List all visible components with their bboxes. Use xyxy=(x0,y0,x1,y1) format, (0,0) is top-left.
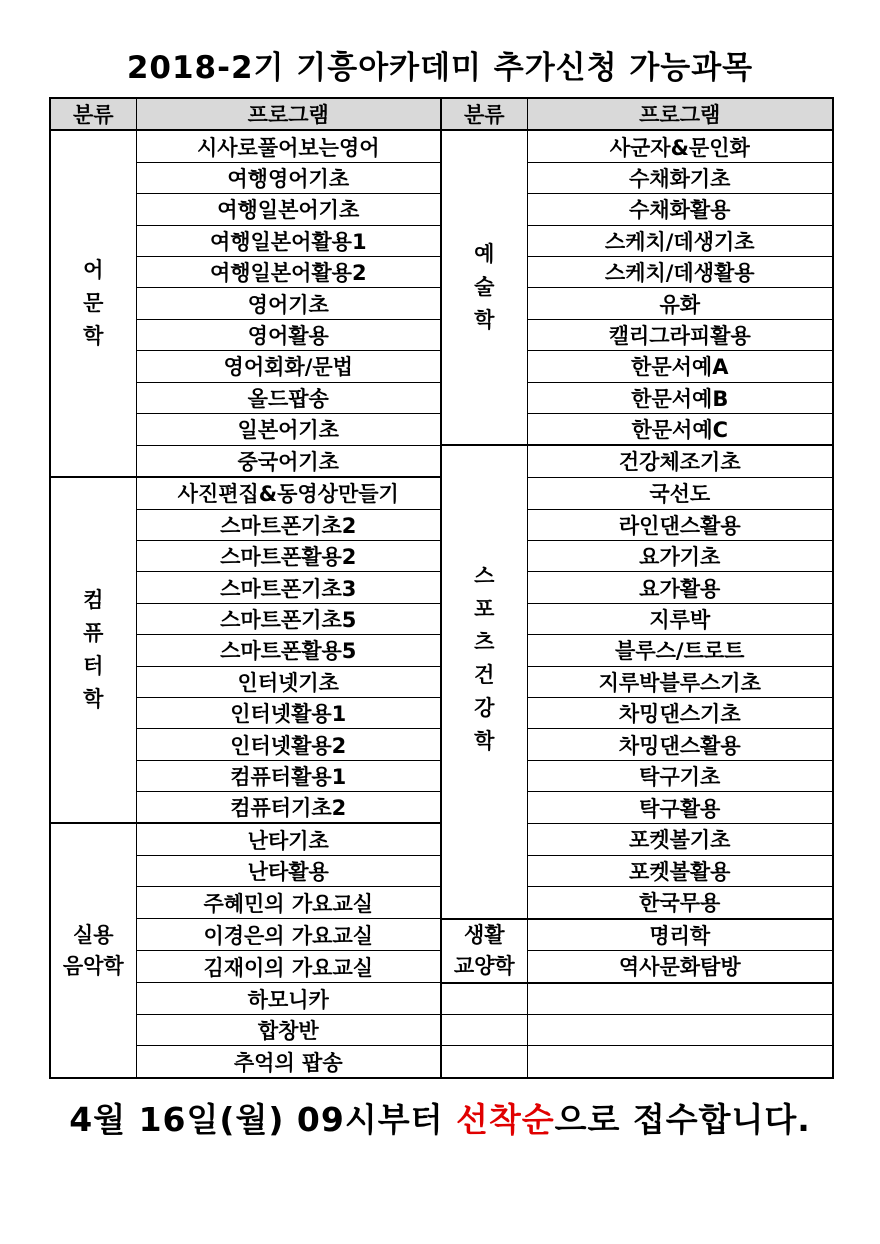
table-header-row xyxy=(50,98,833,130)
program-cell: 난타활용 xyxy=(136,855,441,886)
category-life-culture: 생활 교양학 xyxy=(441,919,527,983)
page-title: 2018-2기 기흥아카데미 추가신청 가능과목 xyxy=(126,50,754,86)
program-cell: 캘리그라피활용 xyxy=(527,319,833,350)
program-cell: 한문서예C xyxy=(527,413,833,445)
program-cell: 난타기초 xyxy=(136,823,441,855)
program-cell: 주혜민의 가요교실 xyxy=(136,887,441,919)
program-cell: 이경은의 가요교실 xyxy=(136,919,441,951)
program-cell: 인터넷활용1 xyxy=(136,697,441,728)
program-cell: 스마트폰활용2 xyxy=(136,540,441,571)
program-cell: 포켓볼활용 xyxy=(527,855,833,886)
category-computer: 컴 퓨 터 학 xyxy=(50,477,136,823)
registration-notice xyxy=(0,1094,880,1141)
right-program-header: 프로그램 xyxy=(527,98,833,130)
program-cell: 영어활용 xyxy=(136,319,441,350)
program-cell: 일본어기초 xyxy=(136,413,441,445)
left-program-header: 프로그램 xyxy=(136,98,441,130)
program-cell: 포켓볼기초 xyxy=(527,823,833,855)
empty-cell xyxy=(441,1015,527,1046)
program-cell: 중국어기초 xyxy=(136,445,441,477)
program-cell: 요가활용 xyxy=(527,572,833,603)
program-cell: 명리학 xyxy=(527,919,833,951)
program-cell: 유화 xyxy=(527,288,833,319)
program-cell: 여행일본어기초 xyxy=(136,194,441,225)
notice-highlight: 선착순 xyxy=(455,1100,555,1139)
program-cell: 김재이의 가요교실 xyxy=(136,951,441,983)
program-cell: 영어기초 xyxy=(136,288,441,319)
program-cell: 탁구기초 xyxy=(527,760,833,791)
program-cell: 요가기초 xyxy=(527,540,833,571)
program-cell: 올드팝송 xyxy=(136,382,441,413)
category-sports-health: 스 포 츠 건 강 학 xyxy=(441,445,527,918)
program-cell: 탁구활용 xyxy=(527,792,833,824)
program-cell: 블루스/트로트 xyxy=(527,635,833,666)
program-cell: 국선도 xyxy=(527,477,833,509)
program-cell: 하모니카 xyxy=(136,983,441,1015)
program-cell: 수채화기초 xyxy=(527,162,833,193)
left-category-header: 분류 xyxy=(50,98,136,130)
course-table xyxy=(49,97,834,1079)
program-cell: 여행영어기초 xyxy=(136,162,441,193)
notice-text-before: 4월 16일(월) 09시부터 xyxy=(69,1100,456,1139)
empty-cell xyxy=(441,983,527,1015)
program-cell: 스마트폰기초3 xyxy=(136,572,441,603)
program-cell: 사군자&문인화 xyxy=(527,130,833,162)
category-art: 예 술 학 xyxy=(441,130,527,445)
program-cell: 인터넷기초 xyxy=(136,666,441,697)
program-cell: 한문서예B xyxy=(527,382,833,413)
program-cell: 사진편집&동영상만들기 xyxy=(136,477,441,509)
empty-cell xyxy=(527,1015,833,1046)
category-language: 어 문 학 xyxy=(50,130,136,477)
program-cell: 수채화활용 xyxy=(527,194,833,225)
program-cell: 여행일본어활용2 xyxy=(136,256,441,287)
program-cell: 스마트폰기초5 xyxy=(136,603,441,634)
program-cell: 라인댄스활용 xyxy=(527,509,833,540)
program-cell: 지루박블루스기초 xyxy=(527,666,833,697)
program-cell: 건강체조기초 xyxy=(527,445,833,477)
program-cell: 시사로풀어보는영어 xyxy=(136,130,441,162)
notice-text-after: 으로 접수합니다. xyxy=(554,1100,811,1139)
empty-cell xyxy=(527,1046,833,1078)
program-cell: 역사문화탐방 xyxy=(527,951,833,983)
program-cell: 합창반 xyxy=(136,1015,441,1046)
empty-cell xyxy=(527,983,833,1015)
program-cell: 한문서예A xyxy=(527,351,833,382)
category-practical-music: 실용 음악학 xyxy=(50,823,136,1077)
program-cell: 영어회화/문법 xyxy=(136,351,441,382)
empty-cell xyxy=(441,1046,527,1078)
right-category-header: 분류 xyxy=(441,98,527,130)
program-cell: 스마트폰기초2 xyxy=(136,509,441,540)
program-cell: 한국무용 xyxy=(527,887,833,919)
program-cell: 여행일본어활용1 xyxy=(136,225,441,256)
program-cell: 인터넷활용2 xyxy=(136,729,441,760)
program-cell: 지루박 xyxy=(527,603,833,634)
program-cell: 컴퓨터기초2 xyxy=(136,792,441,824)
program-cell: 스케치/데생기초 xyxy=(527,225,833,256)
program-cell: 차밍댄스활용 xyxy=(527,729,833,760)
program-cell: 스케치/데생활용 xyxy=(527,256,833,287)
program-cell: 컴퓨터활용1 xyxy=(136,760,441,791)
program-cell: 스마트폰활용5 xyxy=(136,635,441,666)
program-cell: 추억의 팝송 xyxy=(136,1046,441,1078)
program-cell: 차밍댄스기초 xyxy=(527,697,833,728)
